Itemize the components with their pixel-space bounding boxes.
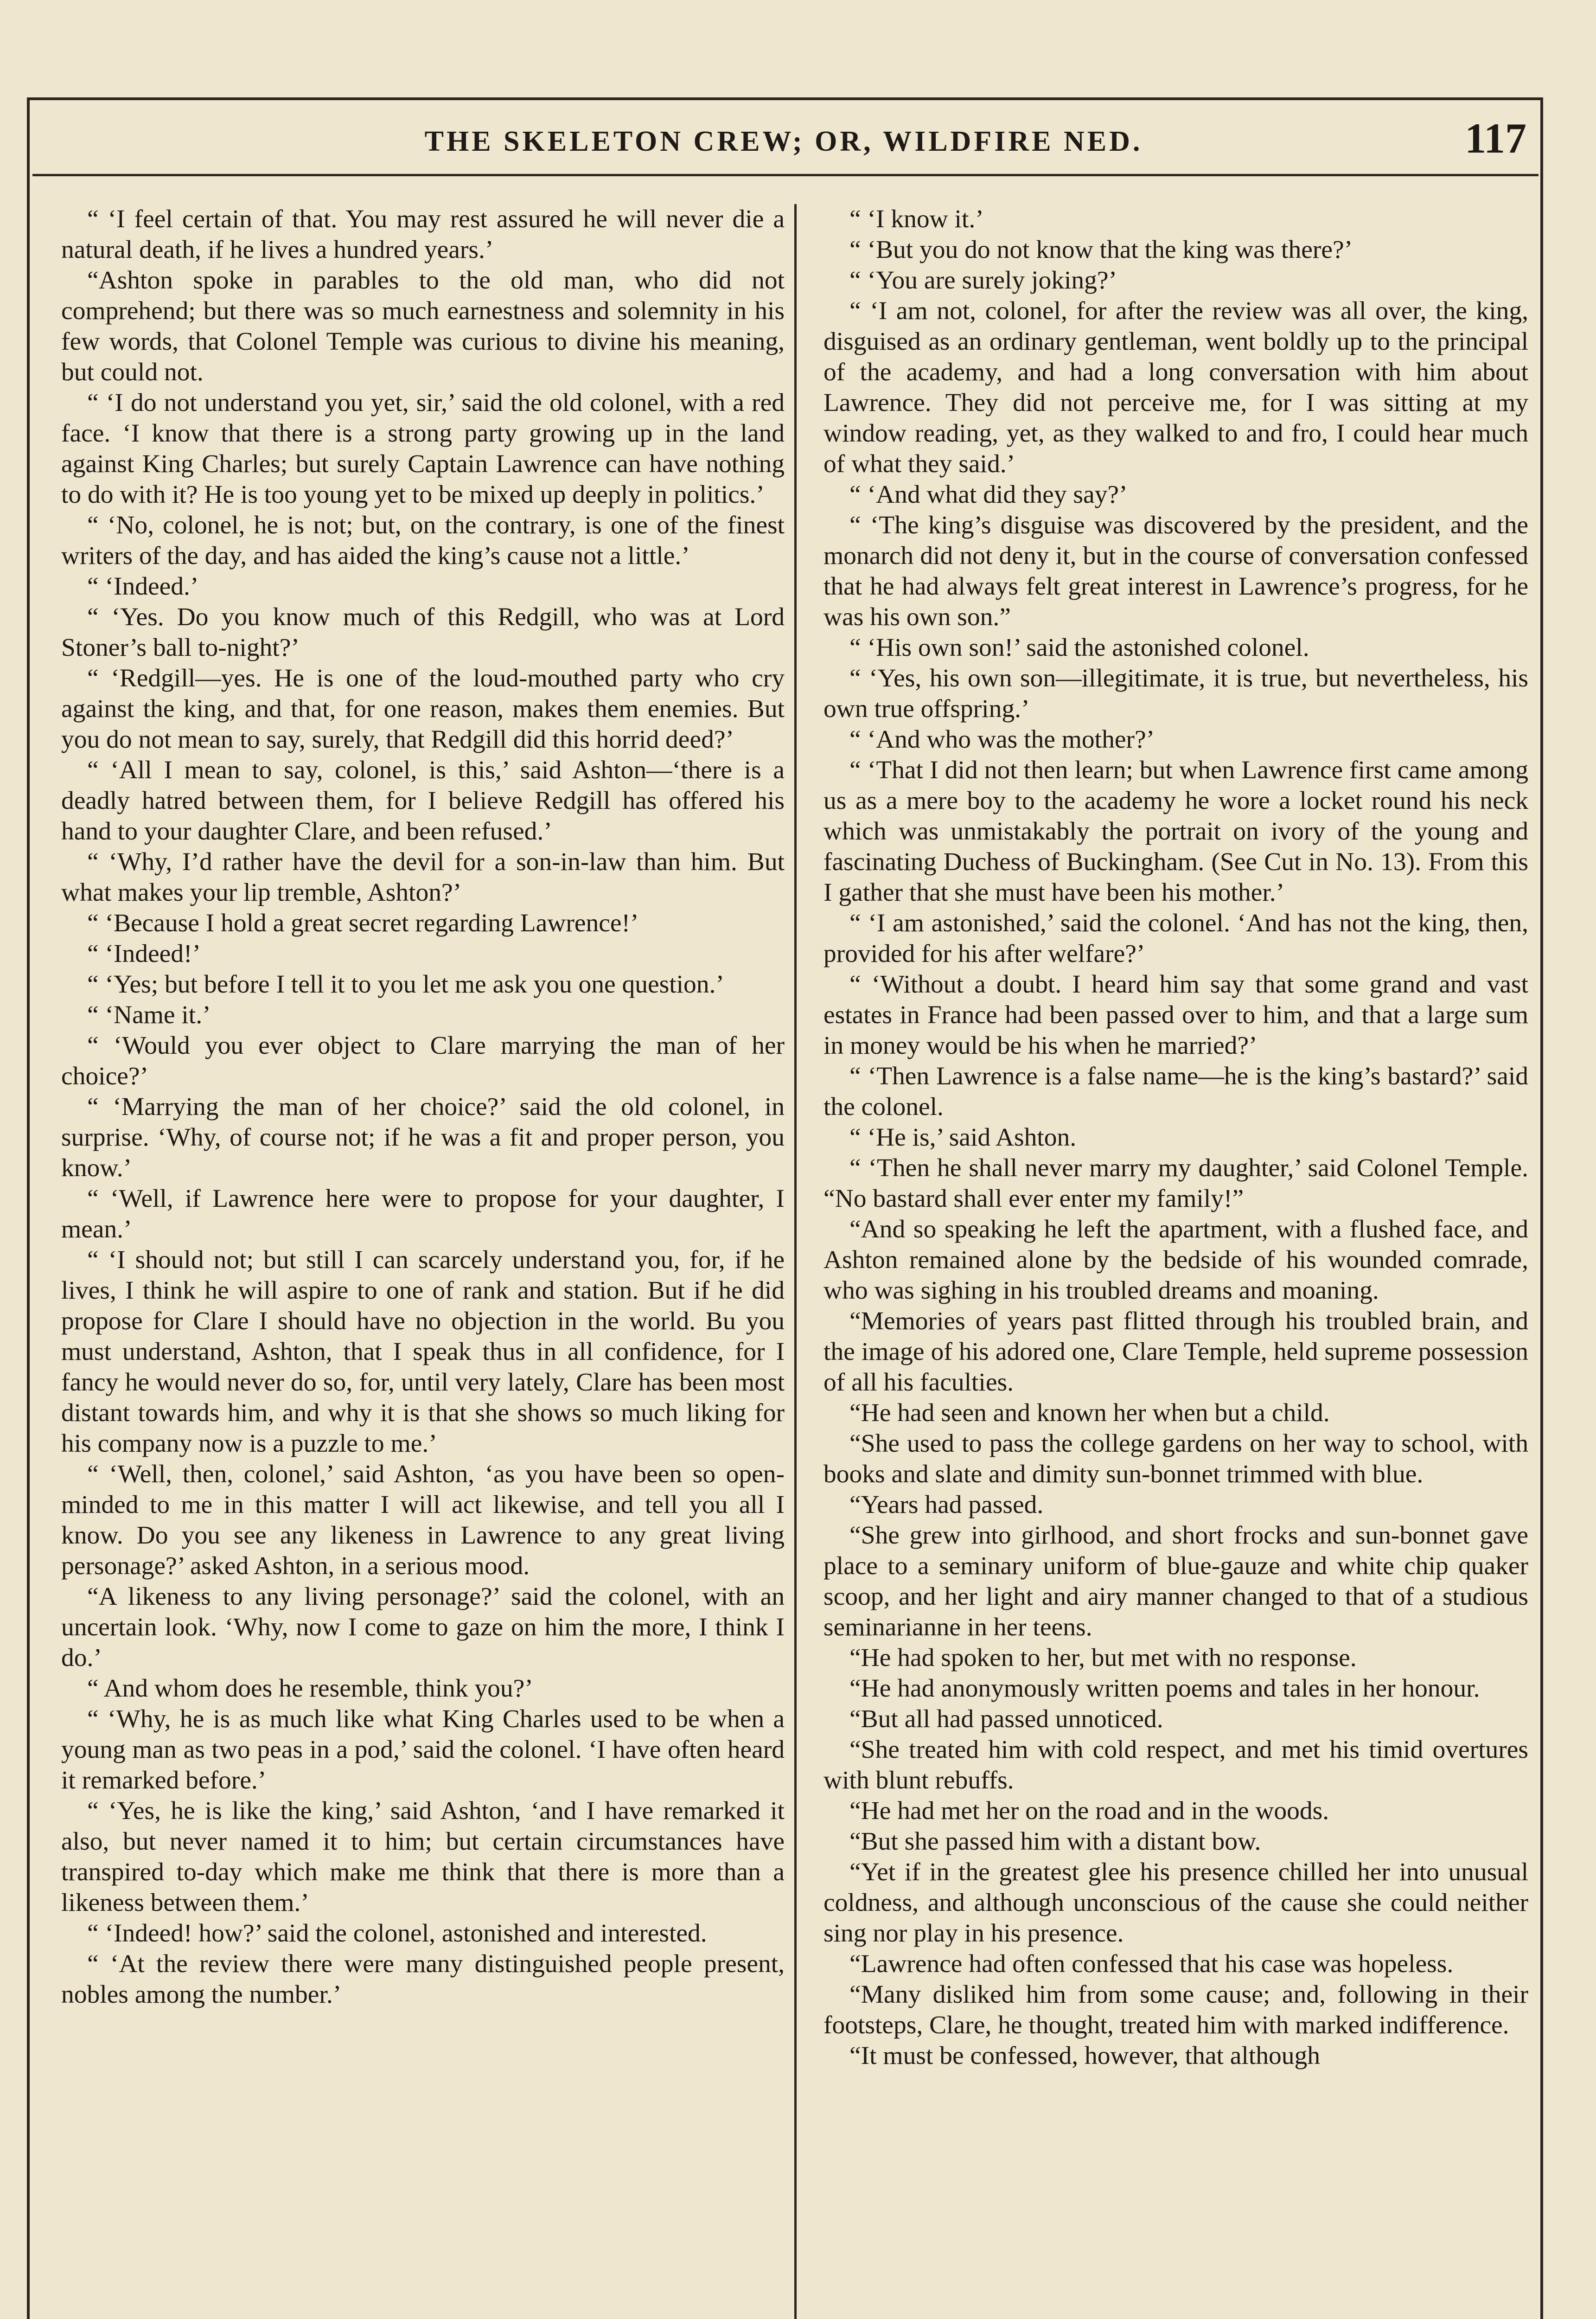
paragraph: “ ‘All I mean to say, colonel, is this,’ said Ashton—‘there is a deadly hatred between them, for I believe Redgill has offered his hand to your daughter Clare, and been refused.’	[61, 756, 785, 846]
paragraph: “ ‘Indeed.’	[87, 572, 199, 601]
paragraph: “A likeness to any living personage?’ said the colonel, with an uncertain look. ‘Why, now I come to gaze on him the more, I think I do.’	[61, 1582, 785, 1672]
paragraph: “He had spoken to her, but met with no response.	[849, 1644, 1357, 1672]
paragraph: “ ‘Without a doubt. I heard him say that some grand and vast estates in France had been passed over to him, and that a large sum in money would be his when he married?’	[824, 970, 1528, 1060]
paragraph: “She treated him with cold respect, and met his timid overtures with blunt rebuffs.	[824, 1736, 1528, 1794]
paragraph: “ ‘At the review there were many distinguished people present, nobles among the number.’	[61, 1950, 785, 2009]
paragraph: “ ‘Redgill—yes. He is one of the loud-mouthed party who cry against the king, and that, for one reason, makes them enemies. But you do not mean to say, surely, that Redgill did this horrid deed?’	[61, 664, 785, 754]
paragraph: “ ‘I feel certain of that. You may rest assured he will never die a natural death, if he lives a hundred years.’	[61, 205, 785, 264]
paragraph: “ ‘Yes, he is like the king,’ said Ashton, ‘and I have remarked it also, but never named it to him; but certain circumstances have transpired to-day which make me think that there is more than a likeness between them.’	[61, 1797, 785, 1917]
paragraph: “ ‘Why, I’d rather have the devil for a son-in-law than him. But what makes your lip tremble, Ashton?’	[61, 848, 785, 907]
paragraph: “ ‘Well, if Lawrence here were to propose for your daughter, I mean.’	[61, 1185, 785, 1243]
paragraph: “ ‘Indeed! how?’ said the colonel, astonished and interested.	[87, 1919, 707, 1947]
paragraph: “ ‘You are surely joking?’	[849, 266, 1117, 295]
paragraph: “It must be confessed, however, that although	[849, 2042, 1320, 2070]
paragraph: “ ‘I know it.’	[849, 205, 984, 233]
paragraph: “ ‘Why, he is as much like what King Charles used to be when a young man as two peas in a pod,’ said the colonel. ‘I have often heard it remarked before.’	[61, 1705, 785, 1794]
page-number: 117	[1465, 115, 1526, 162]
paragraph: “ ‘Marrying the man of her choice?’ said the old colonel, in surprise. ‘Why, of course not; if he was a fit and proper person, you know.’	[61, 1093, 785, 1182]
paragraph: “ ‘Then Lawrence is a false name—he is the king’s bastard?’ said the colonel.	[824, 1062, 1528, 1121]
paragraph: “She grew into girlhood, and short frocks and sun-bonnet gave place to a seminary uniform of blue-gauze and white chip quaker scoop, and her light and airy manner changed to that of a studious seminarianne in her teens.	[824, 1521, 1528, 1641]
paragraph: “ ‘Well, then, colonel,’ said Ashton, ‘as you have been so open-minded to me in this matter I will act likewise, and tell you all I know. Do you see any likeness in Lawrence to any great living personage?’ asked Ashton, in a serious mood.	[61, 1460, 785, 1580]
column-divider	[794, 204, 797, 2319]
paragraph: “ ‘That I did not then learn; but when Lawrence first came among us as a mere boy to the academy he wore a locket round his neck which was unmistakably the portrait on ivory of the young and fascinating Duchess of Buckingham. (See Cut in No. 13). From this I gather that she must have been his mother.’	[824, 756, 1528, 907]
paragraph: “ ‘No, colonel, he is not; but, on the contrary, is one of the finest writers of the day, and has aided the king’s cause not a little.’	[61, 511, 785, 570]
paragraph: “ ‘Yes; but before I tell it to you let me ask you one question.’	[87, 970, 724, 999]
paragraph: “Ashton spoke in parables to the old man, who did not comprehend; but there was so much earnestness and solemnity in his few words, that Colonel Temple was curious to divine his meaning, but could not.	[61, 266, 785, 386]
paragraph: “ ‘His own son!’ said the astonished colonel.	[849, 634, 1309, 662]
paragraph: “ ‘Then he shall never marry my daughter,’ said Colonel Temple. “No bastard shall ever enter my family!”	[824, 1154, 1528, 1213]
paragraph: “ ‘I am astonished,’ said the colonel. ‘And has not the king, then, provided for his after welfare?’	[824, 909, 1528, 968]
paragraph: “ ‘Yes, his own son—illegitimate, it is true, but nevertheless, his own true offspring.’	[824, 664, 1528, 723]
paragraph: “ ‘Because I hold a great secret regarding Lawrence!’	[87, 909, 639, 937]
paragraph: “ ‘Would you ever object to Clare marrying the man of her choice?’	[61, 1031, 785, 1090]
paragraph: “Lawrence had often confessed that his case was hopeless.	[849, 1950, 1454, 1978]
paragraph: “He had anonymously written poems and tales in her honour.	[849, 1674, 1480, 1703]
paragraph: “ ‘I am not, colonel, for after the review was all over, the king, disguised as an ordinary gentleman, went boldly up to the principal of the academy, and had a long conversation with him about Lawrence. They did not perceive me, for I was sitting at my window reading, yet, as they walked to and fro, I could hear much of what they said.’	[824, 297, 1528, 478]
running-head: THE SKELETON CREW; OR, WILDFIRE NED.	[424, 126, 1143, 157]
paragraph: “Many disliked him from some cause; and, following in their footsteps, Clare, he thought, treated him with marked indifference.	[824, 1980, 1528, 2039]
paragraph: “And so speaking he left the apartment, with a flushed face, and Ashton remained alone by the bedside of his wounded comrade, who was sighing in his troubled dreams and moaning.	[824, 1215, 1528, 1305]
paragraph: “Years had passed.	[849, 1491, 1044, 1519]
paragraph: “He had seen and known her when but a child.	[849, 1399, 1330, 1427]
paragraph: “But all had passed unnoticed.	[849, 1705, 1163, 1733]
header-rule	[32, 174, 1539, 176]
paragraph: “ ‘And what did they say?’	[849, 480, 1128, 509]
paragraph: “Memories of years past flitted through his troubled brain, and the image of his adored one, Clare Temple, held supreme possession of all his faculties.	[824, 1307, 1528, 1397]
paragraph: “ ‘He is,’ said Ashton.	[849, 1123, 1077, 1152]
paragraph: “But she passed him with a distant bow.	[849, 1827, 1261, 1856]
paragraph: “He had met her on the road and in the woods.	[849, 1797, 1329, 1825]
paragraph: “She used to pass the college gardens on her way to school, with books and slate and dimity sun-bonnet trimmed with blue.	[824, 1429, 1528, 1488]
paragraph: “ ‘But you do not know that the king was there?’	[849, 236, 1353, 264]
paragraph: “ ‘Indeed!’	[87, 940, 201, 968]
paragraph: “ ‘The king’s disguise was discovered by the president, and the monarch did not deny it, but in the course of conversation confessed that he had always felt great interest in Lawrence’s progress, for he was his own son.”	[824, 511, 1528, 631]
paragraph: “ ‘And who was the mother?’	[849, 725, 1155, 754]
paragraph: “Yet if in the greatest glee his presence chilled her into unusual coldness, and although unconscious of the cause she could neither sing nor play in his presence.	[824, 1858, 1528, 1947]
paragraph: “ ‘I do not understand you yet, sir,’ said the old colonel, with a red face. ‘I know that there is a strong party growing up in the land against King Charles; but surely Captain Lawrence can have nothing to do with it? He is too young yet to be mixed up deeply in politics.’	[61, 389, 785, 509]
paragraph: “ ‘Yes. Do you know much of this Redgill, who was at Lord Stoner’s ball to-night?’	[61, 603, 785, 662]
paragraph: “ ‘Name it.’	[87, 1001, 211, 1029]
right-column	[824, 204, 1528, 2319]
left-column	[61, 204, 785, 2319]
paragraph: “ ‘I should not; but still I can scarcely understand you, for, if he lives, I think he will aspire to one of rank and station. But if he did propose for Clare I should have no objection in the world. Bu you must understand, Ashton, that I speak thus in all confidence, for I fancy he would never do so, for, until very lately, Clare has been most distant towards him, and why it is that she shows so much liking for his company now is a puzzle to me.’	[61, 1246, 785, 1458]
paragraph: “ And whom does he resemble, think you?’	[87, 1674, 533, 1703]
